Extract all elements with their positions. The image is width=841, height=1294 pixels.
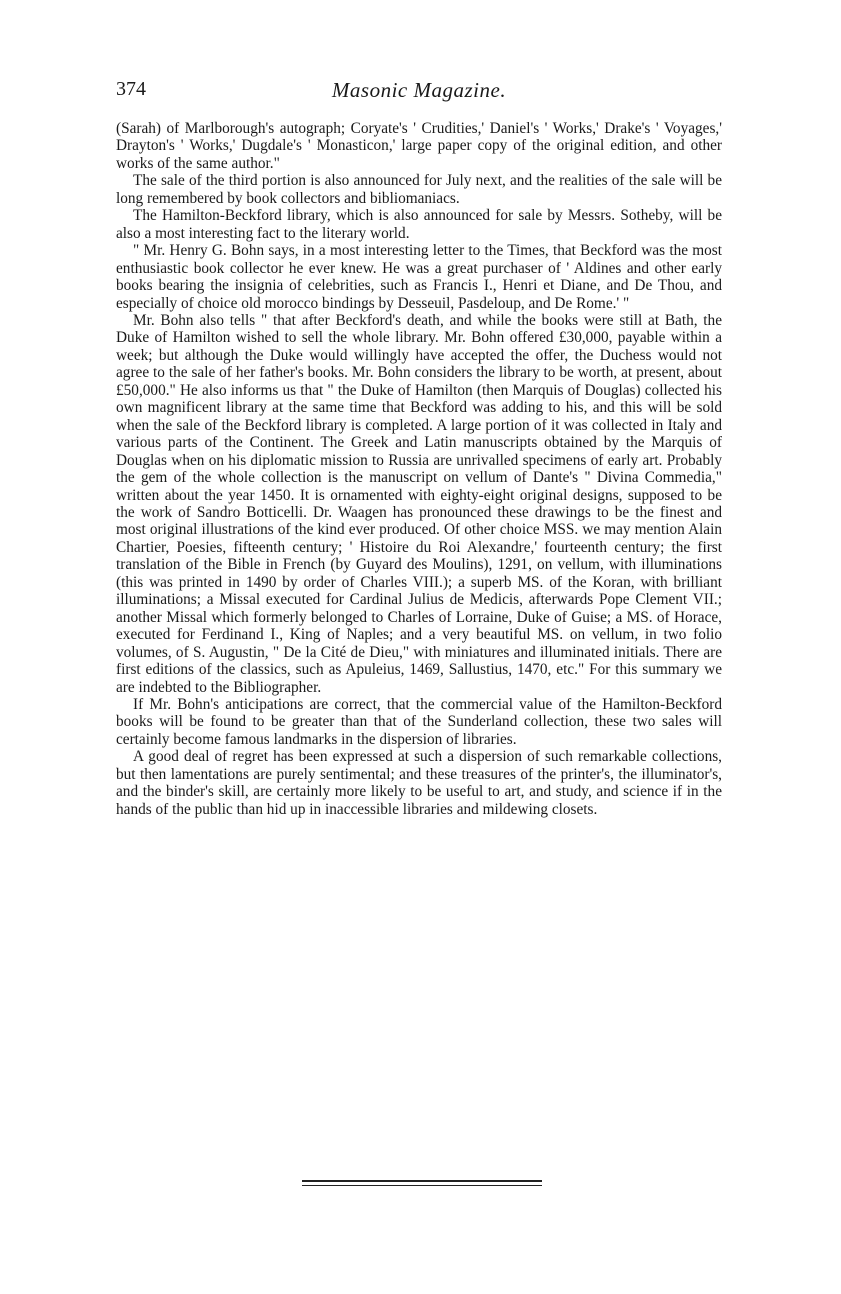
paragraph: Mr. Bohn also tells " that after Beckford's death, and while the books were still at Bath, the Duke of Hamilton wished to sell the whole library. Mr. Bohn offered £30,000, payable within a week; but although the Duke would willingly have accepted the offer, the Duchess would not agree to the sale of her father's books. Mr. Bohn considers the library to be worth, at present, about £50,000." He also informs us that " the Duke of Hamilton (then Marquis of Douglas) collected his own magnificent library at the same time that Beckford was adding to his, and this will be sold when the sale of the Beckford library is completed. A large portion of it was collected in Italy and various parts of the Continent. The Greek and Latin manuscripts obtained by the Marquis of Douglas when on his diplomatic mission to Russia are unrivalled specimens of early art. Probably the gem of the whole collection is the manuscript on vellum of Dante's " Divina Commedia," written about the year 1450. It is ornamented with eighty-eight original designs, supposed to be the work of Sandro Botticelli. Dr. Waagen has pronounced these drawings to be the finest and most original illustrations of the kind ever produced. Of other choice MSS. we may mention Alain Chartier, Poesies, fifteenth century; ' Histoire du Roi Alexandre,' fourteenth century; the first translation of the Bible in French (by Guyard des Moulins), 1291, on vellum, with illuminations (this was printed in 1490 by order of Charles VIII.); a superb MS. of the Koran, with brilliant illuminations; a Missal executed for Cardinal Julius de Medicis, afterwards Pope Clement VII.; another Missal which formerly belonged to Charles of Lorraine, Duke of Guise; a MS. of Horace, executed for Ferdinand I., King of Naples; and a very beautiful MS. on vellum, in two folio volumes, of S. Augustin, " De la Cité de Dieu," with miniatures and illuminated initials. There are first editions of the classics, such as Apuleius, 1469, Sallustius, 1470, etc." For this summary we are indebted to the Bibliographer. xyxy=(116,311,722,696)
paragraph: The sale of the third portion is also announced for July next, and the realities of the sale will be long remembered by book collectors and bibliomaniacs. xyxy=(116,172,722,207)
running-title: Masonic Magazine. xyxy=(331,78,507,102)
paragraph: A good deal of regret has been expressed at such a dispersion of such remarkable collections, but then lamentations are purely sentimental; and these treasures of the printer's, the illuminator's, and the binder's skill, are certainly more likely to be useful to art, and study, and science if in the hands of the public than hid up in inaccessible libraries and mildewing closets. xyxy=(116,748,722,818)
divider xyxy=(302,1180,542,1182)
divider xyxy=(302,1185,542,1186)
page-number: 374 xyxy=(116,78,146,100)
paragraph: The Hamilton-Beckford library, which is also announced for sale by Messrs. Sotheby, will be also a most interesting fact to the literary world. xyxy=(116,207,722,242)
paragraph: If Mr. Bohn's anticipations are correct, that the commercial value of the Hamilton-Beckford books will be found to be greater than that of the Sunderland collection, these two sales will certainly become famous landmarks in the dispersion of libraries. xyxy=(116,695,722,748)
page-header xyxy=(116,78,722,112)
end-rule xyxy=(302,1180,542,1189)
paragraph: " Mr. Henry G. Bohn says, in a most interesting letter to the Times, that Beckford was the most enthusiastic book collector he ever knew. He was a great purchaser of ' Aldines and other early books bearing the insignia of celebrities, such as Francis I., Henri et Diane, and De Thou, and especially of choice old morocco bindings by Desseuil, Pasdeloup, and De Rome.' " xyxy=(116,242,722,312)
paragraph: (Sarah) of Marlborough's autograph; Coryate's ' Crudities,' Daniel's ' Works,' Drake's ' Voyages,' Drayton's ' Works,' Dugdale's ' Monasticon,' large paper copy of the original edition, and other works of the same author." xyxy=(116,120,722,172)
article-body xyxy=(116,120,722,818)
